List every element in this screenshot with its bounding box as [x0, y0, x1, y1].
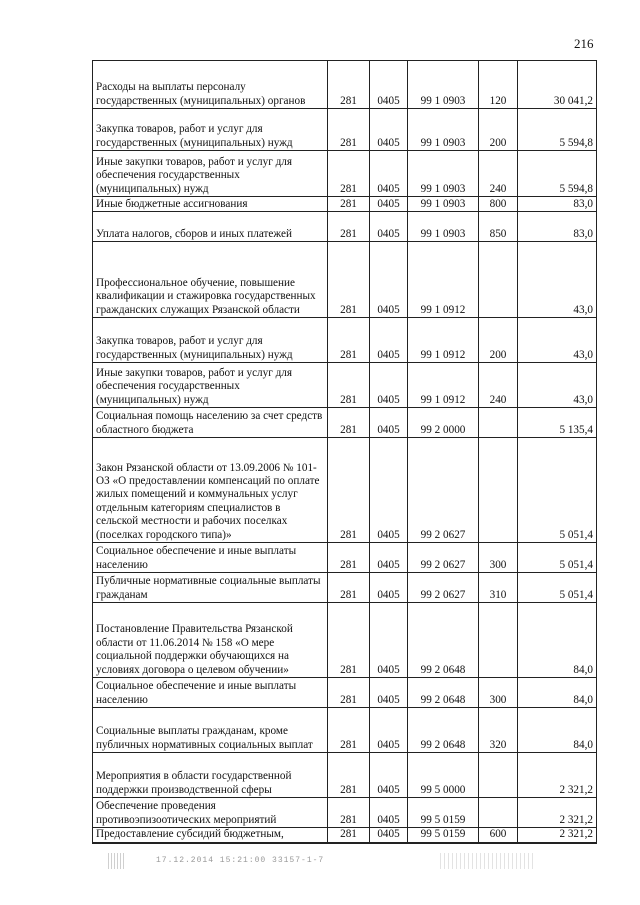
row-amount: 84,0	[518, 708, 597, 753]
row-section-code: 0405	[370, 242, 408, 318]
table-row	[93, 753, 597, 798]
row-amount: 2 321,2	[518, 753, 597, 798]
row-article-code: 99 2 0648	[408, 603, 479, 678]
row-amount: 83,0	[518, 212, 597, 242]
row-section-code: 0405	[370, 798, 408, 828]
table-row	[93, 543, 597, 573]
row-expense-type: 240	[479, 363, 518, 408]
table-row	[93, 573, 597, 603]
row-expense-type	[479, 438, 518, 543]
row-expense-type	[479, 798, 518, 828]
table-row	[93, 197, 597, 212]
row-admin-code: 281	[328, 212, 370, 242]
row-article-code: 99 2 0627	[408, 573, 479, 603]
budget-table	[92, 60, 597, 844]
table-row	[93, 61, 597, 109]
row-amount: 43,0	[518, 363, 597, 408]
print-stamp: 17.12.2014 15:21:00 33157-1-7	[156, 856, 325, 865]
row-article-code: 99 1 0912	[408, 363, 479, 408]
row-section-code: 0405	[370, 318, 408, 363]
row-article-code: 99 1 0912	[408, 318, 479, 363]
row-admin-code: 281	[328, 363, 370, 408]
row-section-code: 0405	[370, 603, 408, 678]
table-row	[93, 828, 597, 843]
row-name: Закупка товаров, работ и услуг для государственных (муниципальных) нужд	[93, 318, 328, 363]
table-row	[93, 363, 597, 408]
row-admin-code: 281	[328, 438, 370, 543]
row-amount: 5 051,4	[518, 573, 597, 603]
row-section-code: 0405	[370, 109, 408, 151]
row-article-code: 99 1 0903	[408, 109, 479, 151]
row-section-code: 0405	[370, 543, 408, 573]
row-expense-type: 300	[479, 543, 518, 573]
row-amount: 5 051,4	[518, 438, 597, 543]
table-row	[93, 438, 597, 543]
table-row	[93, 151, 597, 197]
faded-stamp	[440, 853, 534, 869]
row-admin-code: 281	[328, 408, 370, 438]
row-name: Иные закупки товаров, работ и услуг для обеспечения государственных (муниципальных) нужд	[93, 151, 328, 197]
row-name: Иные бюджетные ассигнования	[93, 197, 328, 212]
table-row	[93, 708, 597, 753]
row-expense-type	[479, 408, 518, 438]
row-article-code: 99 2 0000	[408, 408, 479, 438]
row-name: Социальные выплаты гражданам, кроме публичных нормативных социальных выплат	[93, 708, 328, 753]
row-name: Социальное обеспечение и иные выплаты населению	[93, 678, 328, 708]
row-expense-type: 240	[479, 151, 518, 197]
row-section-code: 0405	[370, 678, 408, 708]
row-article-code: 99 5 0159	[408, 828, 479, 843]
row-name: Закупка товаров, работ и услуг для государственных (муниципальных) нужд	[93, 109, 328, 151]
table-row	[93, 678, 597, 708]
row-section-code: 0405	[370, 438, 408, 543]
row-expense-type	[479, 242, 518, 318]
row-expense-type: 800	[479, 197, 518, 212]
row-name: Расходы на выплаты персоналу государственных (муниципальных) органов	[93, 61, 328, 109]
row-admin-code: 281	[328, 798, 370, 828]
row-article-code: 99 2 0648	[408, 708, 479, 753]
row-admin-code: 281	[328, 242, 370, 318]
row-expense-type: 320	[479, 708, 518, 753]
row-admin-code: 281	[328, 753, 370, 798]
row-section-code: 0405	[370, 363, 408, 408]
row-section-code: 0405	[370, 708, 408, 753]
row-admin-code: 281	[328, 109, 370, 151]
row-amount: 43,0	[518, 242, 597, 318]
table-row	[93, 408, 597, 438]
row-admin-code: 281	[328, 678, 370, 708]
row-expense-type: 310	[479, 573, 518, 603]
row-expense-type: 300	[479, 678, 518, 708]
row-article-code: 99 1 0903	[408, 151, 479, 197]
row-admin-code: 281	[328, 151, 370, 197]
row-amount: 30 041,2	[518, 61, 597, 109]
row-amount: 84,0	[518, 603, 597, 678]
table-row	[93, 318, 597, 363]
row-name: Закон Рязанской области от 13.09.2006 № 101-ОЗ «О предоставлении компенсаций по оплате жилых помещений и коммунальных услуг отдельным категориям специалистов в сельской местности и рабочих поселках (поселках городского типа)»	[93, 438, 328, 543]
row-article-code: 99 2 0648	[408, 678, 479, 708]
row-expense-type	[479, 603, 518, 678]
row-article-code: 99 1 0912	[408, 242, 479, 318]
row-amount: 5 135,4	[518, 408, 597, 438]
row-admin-code: 281	[328, 61, 370, 109]
row-admin-code: 281	[328, 573, 370, 603]
row-name: Постановление Правительства Рязанской области от 11.06.2014 № 158 «О мере социальной поддержки обучающихся на условиях договора о целевом обучении»	[93, 603, 328, 678]
table-row	[93, 798, 597, 828]
page-number: 216	[574, 36, 594, 51]
table-row	[93, 212, 597, 242]
row-expense-type	[479, 753, 518, 798]
print-footer	[108, 853, 538, 871]
row-name: Публичные нормативные социальные выплаты гражданам	[93, 573, 328, 603]
row-name: Профессиональное обучение, повышение квалификации и стажировка государственных гражданских служащих Рязанской области	[93, 242, 328, 318]
row-admin-code: 281	[328, 543, 370, 573]
row-section-code: 0405	[370, 573, 408, 603]
row-amount: 5 051,4	[518, 543, 597, 573]
row-amount: 43,0	[518, 318, 597, 363]
row-expense-type: 600	[479, 828, 518, 843]
row-expense-type: 200	[479, 318, 518, 363]
row-section-code: 0405	[370, 753, 408, 798]
row-amount: 5 594,8	[518, 109, 597, 151]
row-article-code: 99 2 0627	[408, 543, 479, 573]
row-name: Иные закупки товаров, работ и услуг для обеспечения государственных (муниципальных) нужд	[93, 363, 328, 408]
barcode-mark	[108, 853, 126, 869]
row-amount: 2 321,2	[518, 798, 597, 828]
row-article-code: 99 5 0159	[408, 798, 479, 828]
row-expense-type: 200	[479, 109, 518, 151]
row-name: Уплата налогов, сборов и иных платежей	[93, 212, 328, 242]
row-admin-code: 281	[328, 603, 370, 678]
row-article-code: 99 1 0903	[408, 61, 479, 109]
row-expense-type: 850	[479, 212, 518, 242]
row-amount: 2 321,2	[518, 828, 597, 843]
row-name: Социальная помощь населению за счет средств областного бюджета	[93, 408, 328, 438]
row-name: Мероприятия в области государственной поддержки производственной сферы	[93, 753, 328, 798]
row-article-code: 99 5 0000	[408, 753, 479, 798]
row-name: Предоставление субсидий бюджетным,	[93, 828, 328, 843]
row-name: Обеспечение проведения противоэпизоотических мероприятий	[93, 798, 328, 828]
row-article-code: 99 1 0903	[408, 212, 479, 242]
row-amount: 5 594,8	[518, 151, 597, 197]
row-admin-code: 281	[328, 708, 370, 753]
row-article-code: 99 2 0627	[408, 438, 479, 543]
row-admin-code: 281	[328, 197, 370, 212]
row-section-code: 0405	[370, 828, 408, 843]
row-section-code: 0405	[370, 197, 408, 212]
table-row	[93, 242, 597, 318]
table-row	[93, 109, 597, 151]
row-section-code: 0405	[370, 408, 408, 438]
row-admin-code: 281	[328, 828, 370, 843]
row-expense-type: 120	[479, 61, 518, 109]
row-section-code: 0405	[370, 61, 408, 109]
table-row	[93, 603, 597, 678]
row-admin-code: 281	[328, 318, 370, 363]
row-section-code: 0405	[370, 212, 408, 242]
row-section-code: 0405	[370, 151, 408, 197]
row-name: Социальное обеспечение и иные выплаты населению	[93, 543, 328, 573]
row-amount: 83,0	[518, 197, 597, 212]
row-article-code: 99 1 0903	[408, 197, 479, 212]
row-amount: 84,0	[518, 678, 597, 708]
